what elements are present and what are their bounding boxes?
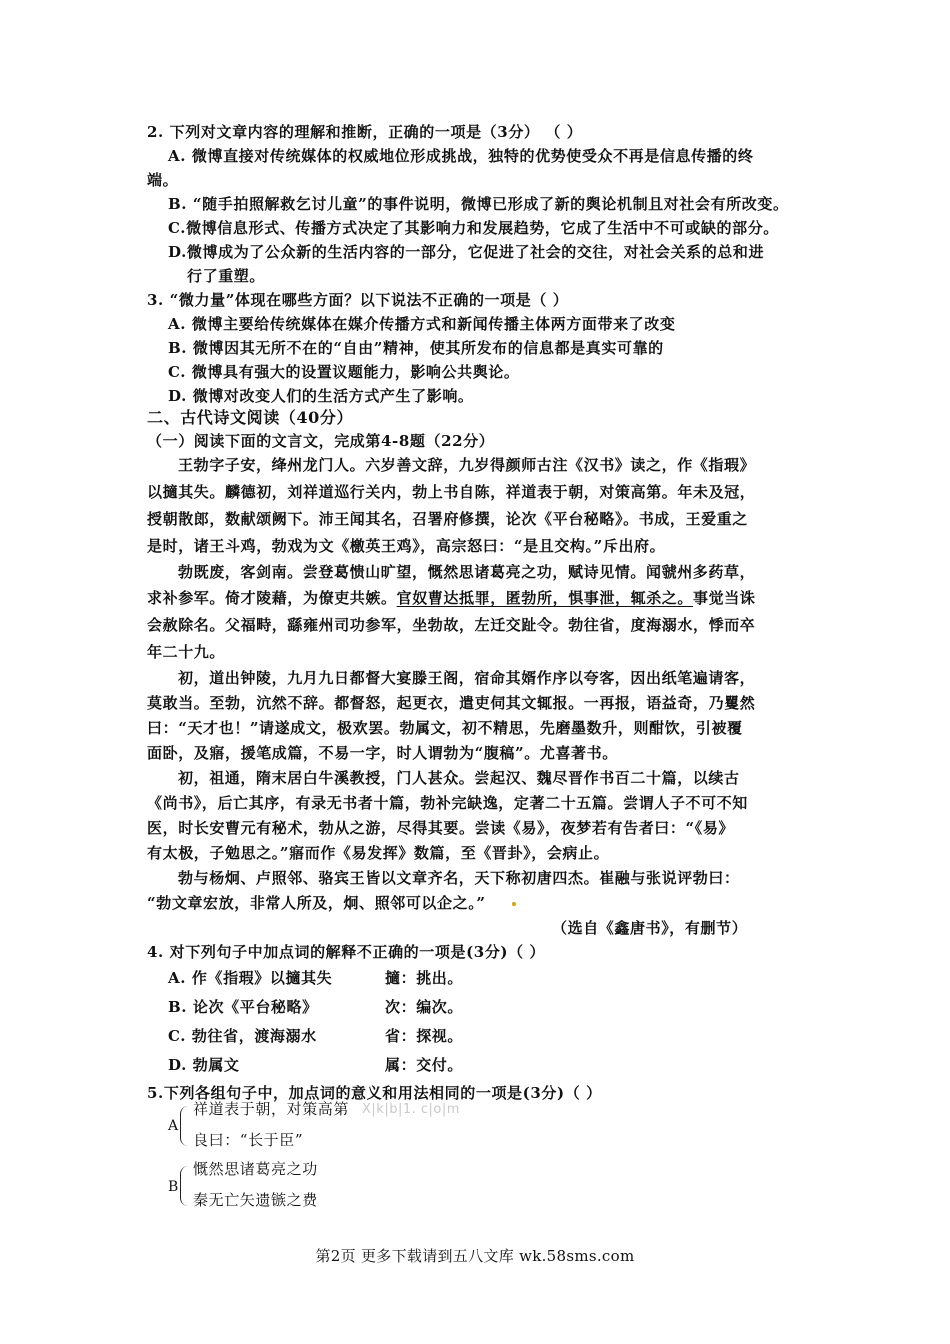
q2-option-a-line1: A. 微博直接对传统媒体的权威地位形成挑战，独特的优势使受众不再是信息传播的终 (168, 147, 754, 165)
q4-option-c: C. 勃往省，渡海溺水 (168, 1027, 317, 1045)
q3-stem: 3. “微力量”体现在哪些方面？以下说法不正确的一项是（ ） (147, 291, 569, 309)
q4-option-d-explanation: 属：交付。 (385, 1056, 464, 1074)
passage-p3-line1: 初，道出钟陵，九月九日都督大宴滕王阁，宿命其婿作序以夸客，因出纸笔遍请客， (178, 669, 756, 687)
q4-option-b: B. 论次《平台秘略》 (168, 998, 318, 1016)
passage-p3-line3: 曰：“天才也！”请遂成文，极欢罢。勃属文，初不精思，先磨墨数升，则酣饮，引被覆 (147, 719, 743, 737)
passage-p4-line4: 有太极，子勉思之。”寤而作《易发挥》数篇，至《晋卦》，会病止。 (147, 844, 610, 862)
q5-option-a-line2: 良曰：“长于臣” (193, 1131, 304, 1149)
section-title: 二、古代诗文阅读（40分） (147, 408, 354, 427)
q5-stem: 5.下列各组句子中，加点词的意义和用法相同的一项是(3分)（ ） (147, 1084, 602, 1102)
q3-option-b: B. 微博因其无所不在的“自由”精神，使其所发布的信息都是真实可靠的 (168, 339, 664, 357)
passage-p4-line3: 医，时长安曹元有秘术，勃从之游，尽得其要。尝读《易》，夜梦若有告者曰：“《易》 (147, 819, 735, 837)
q5-option-b-brace (180, 1166, 189, 1206)
q2-option-a-line2: 端。 (147, 171, 179, 189)
q3-option-d: D. 微博对改变人们的生活方式产生了影响。 (168, 387, 474, 405)
passage-p4-line1: 初，祖通，隋末居白牛溪教授，门人甚众。尝起汉、魏尽晋作书百二十篇，以续古 (178, 769, 740, 787)
q4-option-a: A. 作《指瑕》以擿其失 (168, 969, 333, 987)
q4-option-b-explanation: 次：编次。 (385, 998, 464, 1016)
q4-option-a-explanation: 擿：挑出。 (385, 969, 464, 987)
passage-p3-line2: 莫敢当。至勃，沆然不辞。都督怒，起更衣，遣吏伺其文辄报。一再报，语益奇，乃矍然 (147, 694, 756, 712)
q5-option-b-line1: 慨然思诸葛亮之功 (193, 1160, 318, 1178)
passage-p2-line2-post: 事觉当诛 (693, 589, 756, 607)
q2-stem: 2. 下列对文章内容的理解和推断，正确的一项是（3分） （ ） (147, 123, 583, 141)
passage-p2-line2 (147, 588, 755, 608)
passage-p3-line4: 面卧，及寤，援笔成篇，不易一字，时人谓勃为“腹稿”。尤喜著书。 (147, 744, 618, 762)
page-footer: 第2页 更多下载请到五八文库 wk.58sms.com (315, 1247, 635, 1265)
passage-p2-line4: 年二十九。 (147, 643, 226, 661)
section-subtitle: （一）阅读下面的文言文，完成第4-8题（22分） (147, 432, 495, 450)
q4-option-d: D. 勃属文 (168, 1056, 240, 1074)
annotation-dot (512, 902, 516, 906)
passage-p5-line2: “勃文章宏放，非常人所及，炯、照邻可以企之。” (147, 894, 486, 912)
passage-underlined-sentence: 官奴曹达抵罪，匿勃所，惧事泄，辄杀之。 (396, 589, 694, 607)
q5-option-b-line2: 秦无亡矢遗镞之费 (193, 1191, 318, 1209)
passage-p2-line1: 勃既废，客剑南。尝登葛愦山旷望，慨然思诸葛亮之功，赋诗见情。闻虢州多药草， (178, 563, 756, 581)
q3-option-c: C. 微博具有强大的设置议题能力，影响公共舆论。 (168, 363, 520, 381)
q2-option-d-line2: 行了重塑。 (187, 267, 266, 285)
q5-option-a-label: A (168, 1118, 179, 1134)
passage-p5-line1: 勃与杨炯、卢照邻、骆宾王皆以文章齐名，天下称初唐四杰。崔融与张说评勃曰： (178, 869, 740, 887)
passage-p2-line3: 会赦除名。父福畤，繇雍州司功参军，坐勃故，左迁交趾令。勃往省，度海溺水，悸而卒 (147, 616, 756, 634)
passage-p2-line2-pre: 求补参军。倚才陵藉，为僚吏共嫉。 (147, 589, 397, 607)
watermark: X|k|b|1. c|o|m (362, 1102, 460, 1117)
passage-source: （选自《鑫唐书》，有删节） (552, 919, 748, 937)
q5-option-a-line1: 祥道表于朝，对策高第 (193, 1100, 350, 1118)
q2-option-c: C.微博信息形式、传播方式决定了其影响力和发展趋势，它成了生活中不可或缺的部分。 (168, 219, 779, 237)
q5-option-b-label: B (168, 1179, 179, 1195)
passage-p4-line2: 《尚书》，后亡其序，有录无书者十篇，勃补完缺逸，定著二十五篇。尝谓人子不可不知 (147, 794, 748, 812)
passage-p1-line4: 是时，诸王斗鸡，勃戏为文《檄英王鸡》，高宗怒曰：“是且交构。”斥出府。 (147, 537, 666, 555)
passage-p1-line2: 以擿其失。麟德初，刘祥道巡行关内，勃上书自陈，祥道表于朝，对策高第。年未及冠， (147, 483, 756, 501)
passage-p1-line3: 授朝散郎，数献颂阙下。沛王闻其名，召署府修撰，论次《平台秘略》。书成，王爱重之 (147, 510, 748, 528)
q5-option-a-brace (180, 1106, 189, 1146)
q2-option-d-line1: D.微博成为了公众新的生活内容的一部分，它促进了社会的交往，对社会关系的总和进 (168, 243, 765, 261)
q2-option-b: B. “随手拍照解救乞讨儿童”的事件说明，微博已形成了新的舆论机制且对社会有所改变。 (168, 195, 789, 213)
q3-option-a: A. 微博主要给传统媒体在媒介传播方式和新闻传播主体两方面带来了改变 (168, 315, 676, 333)
passage-p1-line1: 王勃字子安，绛州龙门人。六岁善文辞，九岁得颜师古注《汉书》读之，作《指瑕》 (178, 456, 756, 474)
q4-stem: 4. 对下列句子中加点词的解释不正确的一项是(3分)（ ） (147, 943, 546, 961)
q4-option-c-explanation: 省：探视。 (385, 1027, 464, 1045)
